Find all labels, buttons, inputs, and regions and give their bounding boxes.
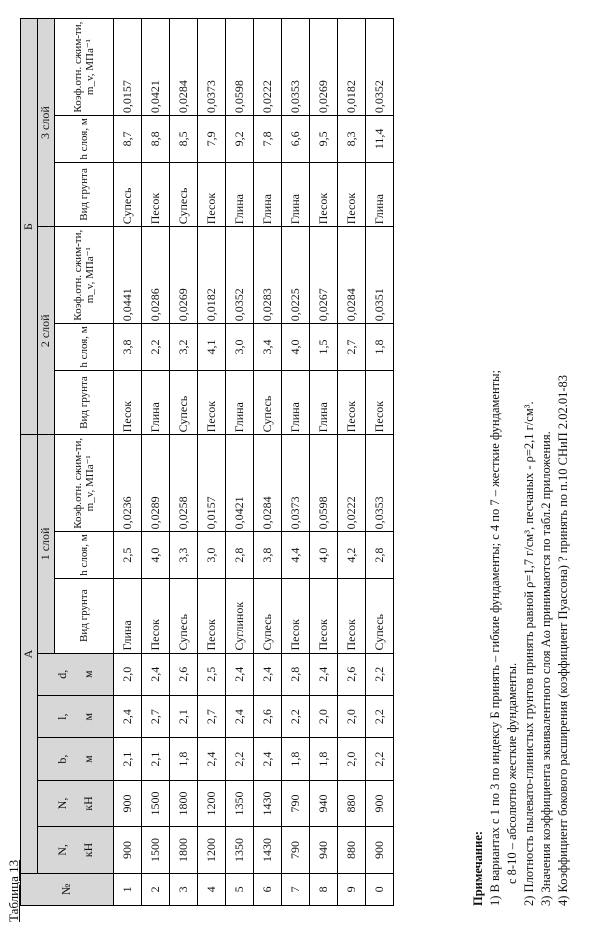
table-cell: 8,3	[338, 116, 366, 162]
table-cell: 0,0598	[226, 19, 254, 116]
table-cell: Песок	[198, 162, 226, 227]
table-cell: 2,7	[142, 695, 170, 737]
table-cell: 2,2	[366, 738, 394, 780]
table-cell: 8,8	[142, 116, 170, 162]
table-row	[254, 19, 282, 906]
table-cell: 6	[254, 873, 282, 905]
table-cell: 0,0222	[254, 19, 282, 116]
table-cell: Глина	[114, 578, 142, 653]
table-cell: 0,0286	[142, 227, 170, 324]
note-3: 3) Значения коэффициента эквивалентного слоя Аω принимаются по табл.2 приложения.	[539, 431, 553, 906]
table-cell: Глина	[282, 370, 310, 435]
table-cell: 2,0	[338, 695, 366, 737]
table-cell: 8	[310, 873, 338, 905]
table-cell: 1,8	[366, 324, 394, 370]
table-cell: Суглинок	[226, 578, 254, 653]
table-cell: 0,0351	[366, 227, 394, 324]
table-cell: 0	[366, 873, 394, 905]
table-cell: 0,0182	[338, 19, 366, 116]
table-cell: 0,0441	[114, 227, 142, 324]
note-2: 2) Плотность пылевато-глинистых грунтов принять равной ρ=1,7 г/см³, песчаных - ρ=2,1 г/см³.	[522, 401, 536, 906]
table-cell: Супесь	[114, 162, 142, 227]
col-N2: N, кН	[38, 780, 114, 826]
layer-1-header: 1 слой	[38, 435, 55, 653]
table-cell: Глина	[254, 162, 282, 227]
table-cell: 940	[310, 827, 338, 873]
col-h-3: h слоя, м	[55, 116, 114, 162]
table-cell: 0,0269	[310, 19, 338, 116]
table-cell: 1350	[226, 827, 254, 873]
group-b-header: Б	[21, 19, 38, 435]
col-soil-2: Вид грунта	[55, 370, 114, 435]
table-cell: 790	[282, 780, 310, 826]
table-cell: 1500	[142, 827, 170, 873]
table-cell: 3,4	[254, 324, 282, 370]
table-cell: 2,4	[114, 695, 142, 737]
table-cell: 2,4	[142, 653, 170, 695]
table-cell: 1,8	[282, 738, 310, 780]
note-1: 1) В вариантах с 1 по 3 по индексу Б принять – гибкие фундаменты; с 4 по 7 – жесткие фундаменты;	[488, 369, 502, 906]
table-cell: 3,2	[170, 324, 198, 370]
table-cell: 0,0352	[226, 227, 254, 324]
table-cell: 790	[282, 827, 310, 873]
table-cell: 1430	[254, 780, 282, 826]
col-coef-1: Коэф.отн. сжим-ти, m_v, МПа⁻¹	[55, 435, 114, 532]
table-cell: 0,0182	[198, 227, 226, 324]
col-no: №	[21, 873, 114, 905]
table-cell: 9	[338, 873, 366, 905]
table-cell: 2,5	[114, 532, 142, 578]
table-cell: 2,4	[310, 653, 338, 695]
table-cell: Песок	[338, 578, 366, 653]
table-row	[310, 19, 338, 906]
table-cell: 0,0283	[254, 227, 282, 324]
table-cell: 2	[142, 873, 170, 905]
table-cell: 0,0284	[170, 19, 198, 116]
table-cell: 3,8	[114, 324, 142, 370]
table-cell: Песок	[198, 370, 226, 435]
table-caption: Таблица 13	[6, 859, 21, 922]
table-cell: 3,8	[254, 532, 282, 578]
col-h-1: h слоя, м	[55, 532, 114, 578]
table-cell: Супесь	[254, 370, 282, 435]
table-cell: Глина	[142, 370, 170, 435]
table-cell: 1430	[254, 827, 282, 873]
table-cell: 2,6	[254, 695, 282, 737]
table-cell: 1,8	[310, 738, 338, 780]
table-cell: 2,0	[338, 738, 366, 780]
table-cell: 7,9	[198, 116, 226, 162]
table-cell: Песок	[310, 162, 338, 227]
table-cell: Песок	[338, 370, 366, 435]
table-cell: Песок	[310, 578, 338, 653]
table-cell: 940	[310, 780, 338, 826]
table-cell: 900	[366, 780, 394, 826]
table-cell: 2,1	[114, 738, 142, 780]
col-coef-2: Коэф.отн. сжим-ти, m_v, МПа⁻¹	[55, 227, 114, 324]
table-cell: 2,4	[226, 695, 254, 737]
table-cell: 2,7	[338, 324, 366, 370]
notes	[470, 370, 572, 906]
table-cell: Глина	[226, 162, 254, 227]
table-cell: 1	[114, 873, 142, 905]
table-cell: 2,7	[198, 695, 226, 737]
table-cell: 7,8	[254, 116, 282, 162]
table-cell: 3,0	[226, 324, 254, 370]
table-cell: 7	[282, 873, 310, 905]
table-cell: 4,2	[338, 532, 366, 578]
table-cell: 2,4	[254, 653, 282, 695]
table-cell: 1500	[142, 780, 170, 826]
table-body	[114, 19, 394, 906]
table-cell: Супесь	[170, 578, 198, 653]
table-cell: 0,0598	[310, 435, 338, 532]
table-cell: 0,0421	[226, 435, 254, 532]
col-soil-1: Вид грунта	[55, 578, 114, 653]
table-cell: 8,5	[170, 116, 198, 162]
table-row	[366, 19, 394, 906]
table-cell: Супесь	[170, 162, 198, 227]
table-cell: 900	[366, 827, 394, 873]
table-cell: 2,2	[282, 695, 310, 737]
col-coef-3: Коэф.отн. сжим-ти, m_v, МПа⁻¹	[55, 19, 114, 116]
table-cell: 900	[114, 780, 142, 826]
table-cell: Глина	[282, 162, 310, 227]
table-cell: 2,0	[114, 653, 142, 695]
table-cell: Супесь	[254, 578, 282, 653]
table-cell: 2,8	[282, 653, 310, 695]
table-cell: Глина	[366, 162, 394, 227]
table-cell: 900	[114, 827, 142, 873]
table-cell: 0,0222	[338, 435, 366, 532]
table-cell: Песок	[198, 578, 226, 653]
table-cell: 2,6	[170, 653, 198, 695]
table-cell: 9,2	[226, 116, 254, 162]
table-cell: 0,0421	[142, 19, 170, 116]
table-cell: Песок	[142, 578, 170, 653]
table-cell: 0,0353	[282, 19, 310, 116]
table-cell: 880	[338, 780, 366, 826]
header-row-groups	[21, 19, 38, 906]
table-cell: 1200	[198, 780, 226, 826]
table-cell: 0,0284	[338, 227, 366, 324]
table-row	[114, 19, 142, 906]
layer-2-header: 2 слой	[38, 227, 55, 435]
table-cell: Глина	[310, 370, 338, 435]
table-cell: 0,0373	[198, 19, 226, 116]
table-cell: 2,4	[226, 653, 254, 695]
table-cell: 4,0	[142, 532, 170, 578]
table-cell: Глина	[226, 370, 254, 435]
table-cell: Супесь	[170, 370, 198, 435]
table-cell: Песок	[366, 370, 394, 435]
table-cell: 3,0	[198, 532, 226, 578]
table-cell: 2,4	[198, 738, 226, 780]
table-cell: 4,0	[282, 324, 310, 370]
table-row	[338, 19, 366, 906]
table-cell: 4	[198, 873, 226, 905]
col-d: d, м	[38, 653, 114, 695]
table-cell: 2,2	[142, 324, 170, 370]
table-cell: 4,0	[310, 532, 338, 578]
table-row	[142, 19, 170, 906]
table-cell: 11,4	[366, 116, 394, 162]
table-cell: Песок	[142, 162, 170, 227]
note-1-cont: с 8-10 – абсолютно жесткие фундаменты.	[505, 662, 519, 884]
table-cell: 2,1	[170, 695, 198, 737]
table-cell: 1800	[170, 780, 198, 826]
table-cell: 2,1	[142, 738, 170, 780]
table-cell: 2,4	[254, 738, 282, 780]
col-soil-3: Вид грунта	[55, 162, 114, 227]
table-cell: 5	[226, 873, 254, 905]
table-cell: 0,0352	[366, 19, 394, 116]
table-cell: 2,2	[366, 695, 394, 737]
table-cell: 1,5	[310, 324, 338, 370]
note-4: 4) Коэффициент бокового расширения (коэффициент Пуассона) ? принять по п.10 СНиП 2.02.01-83	[556, 375, 570, 906]
table-cell: 880	[338, 827, 366, 873]
table-cell: Супесь	[366, 578, 394, 653]
table-cell: 0,0157	[198, 435, 226, 532]
col-l: l, м	[38, 695, 114, 737]
data-table	[20, 18, 394, 906]
table-cell: 0,0353	[366, 435, 394, 532]
col-h-2: h слоя, м	[55, 324, 114, 370]
table-row	[170, 19, 198, 906]
col-b: b, м	[38, 738, 114, 780]
col-N1: N, кН	[38, 827, 114, 873]
table-cell: Песок	[114, 370, 142, 435]
table-cell: 2,6	[338, 653, 366, 695]
table-cell: 4,4	[282, 532, 310, 578]
table-cell: 0,0289	[142, 435, 170, 532]
table-cell: 2,8	[226, 532, 254, 578]
table-row	[226, 19, 254, 906]
table-cell: 0,0258	[170, 435, 198, 532]
table-cell: 2,5	[198, 653, 226, 695]
header-row-layers	[38, 19, 55, 906]
table-row	[198, 19, 226, 906]
table-cell: 0,0284	[254, 435, 282, 532]
table-cell: 2,2	[366, 653, 394, 695]
table-cell: 2,8	[366, 532, 394, 578]
table-cell: 0,0269	[170, 227, 198, 324]
table-row	[282, 19, 310, 906]
table-cell: 1350	[226, 780, 254, 826]
group-a-header: А	[21, 435, 38, 873]
table-cell: 0,0157	[114, 19, 142, 116]
table-cell: 1800	[170, 827, 198, 873]
table-cell: 1,8	[170, 738, 198, 780]
table-cell: 3,3	[170, 532, 198, 578]
layer-3-header: 3 слой	[38, 19, 55, 227]
table-cell: 8,7	[114, 116, 142, 162]
table-cell: 0,0236	[114, 435, 142, 532]
table-cell: 0,0267	[310, 227, 338, 324]
table-cell: Песок	[338, 162, 366, 227]
table-cell: 2,0	[310, 695, 338, 737]
notes-title: Примечание:	[471, 830, 485, 906]
table-cell: 4,1	[198, 324, 226, 370]
table-cell: 0,0373	[282, 435, 310, 532]
table-cell: 3	[170, 873, 198, 905]
table-cell: 6,6	[282, 116, 310, 162]
table-cell: 9,5	[310, 116, 338, 162]
table-cell: 0,0225	[282, 227, 310, 324]
table-cell: Песок	[282, 578, 310, 653]
table-cell: 1200	[198, 827, 226, 873]
table-cell: 2,2	[226, 738, 254, 780]
